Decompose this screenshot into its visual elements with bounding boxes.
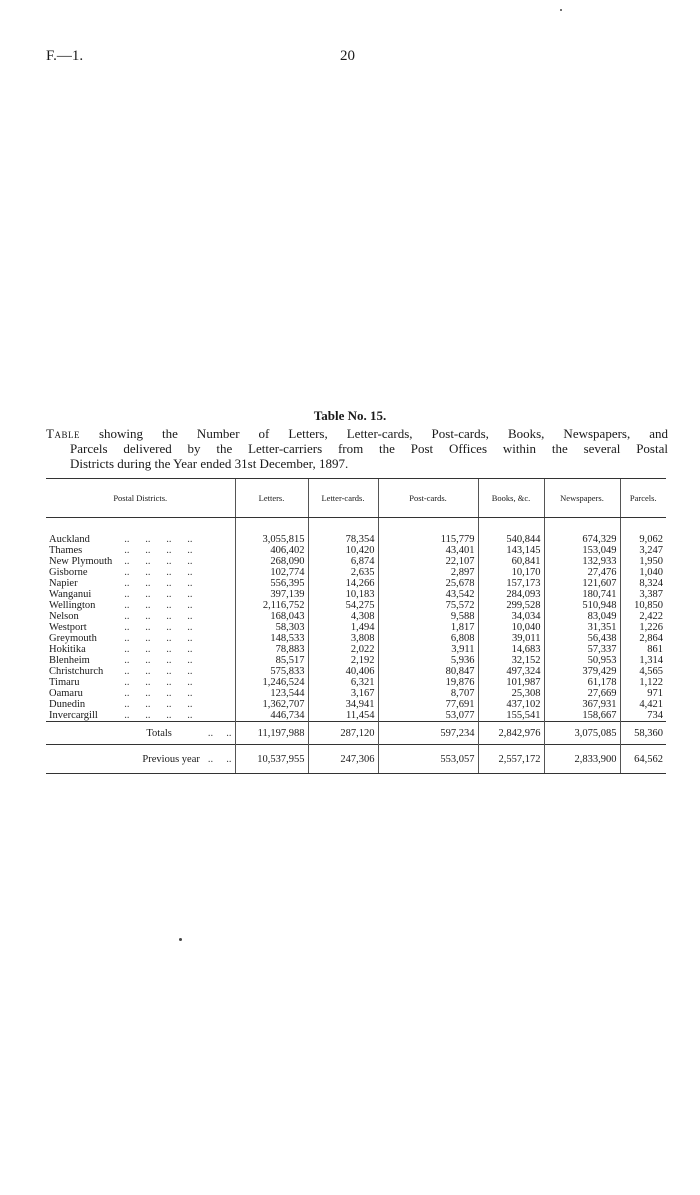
cell-parcels: 9,062	[620, 534, 666, 545]
cell-letters: 3,055,815	[235, 534, 308, 545]
previous-year-books: 2,557,172	[478, 745, 544, 774]
cell-books: 10,170	[478, 567, 544, 578]
district-name: Invercargill .. .. .. ..	[49, 710, 193, 721]
totals-row	[46, 722, 666, 745]
cell-letters: 85,517	[235, 655, 308, 666]
column-header: Books, &c.	[478, 479, 544, 518]
paper-speck	[560, 9, 562, 11]
previous-year-newspapers: 2,833,900	[544, 745, 620, 774]
district-name: Auckland .. .. .. ..	[49, 534, 193, 545]
district-name: Nelson .. .. .. ..	[49, 611, 193, 622]
totals-newspapers: 3,075,085	[544, 722, 620, 745]
cell-letter-cards: 78,354	[308, 534, 378, 545]
column-header: Letters.	[235, 479, 308, 518]
cell-books: 14,683	[478, 644, 544, 655]
district-name: Greymouth .. .. .. ..	[49, 633, 193, 644]
cell-post-cards: 75,572	[378, 600, 478, 611]
table-row	[46, 699, 666, 710]
cell-letter-cards: 3,167	[308, 688, 378, 699]
cell-letter-cards: 6,874	[308, 556, 378, 567]
cell-newspapers: 367,931	[544, 699, 620, 710]
totals-parcels: 58,360	[620, 722, 666, 745]
district-name: Wanganui .. .. .. ..	[49, 589, 193, 600]
cell-newspapers: 27,669	[544, 688, 620, 699]
table-row	[46, 611, 666, 622]
cell-books: 155,541	[478, 710, 544, 722]
table-row	[46, 655, 666, 666]
column-header: Newspapers.	[544, 479, 620, 518]
table-row	[46, 677, 666, 688]
cell-post-cards: 19,876	[378, 677, 478, 688]
cell-letter-cards: 40,406	[308, 666, 378, 677]
caption-line-3: Districts during the Year ended 31st December, 1897.	[70, 456, 349, 471]
column-header: Letter-cards.	[308, 479, 378, 518]
cell-letters: 556,395	[235, 578, 308, 589]
column-header: Post-cards.	[378, 479, 478, 518]
table-row	[46, 666, 666, 677]
cell-letters: 58,303	[235, 622, 308, 633]
paper-speck	[179, 938, 182, 941]
cell-letter-cards: 2,022	[308, 644, 378, 655]
cell-newspapers: 153,049	[544, 545, 620, 556]
cell-books: 34,034	[478, 611, 544, 622]
cell-books: 143,145	[478, 545, 544, 556]
cell-parcels: 3,247	[620, 545, 666, 556]
cell-newspapers: 31,351	[544, 622, 620, 633]
table-row	[46, 545, 666, 556]
cell-books: 39,011	[478, 633, 544, 644]
district-name: Thames .. .. .. ..	[49, 545, 193, 556]
district-name: Oamaru .. .. .. ..	[49, 688, 193, 699]
previous-year-letters: 10,537,955	[235, 745, 308, 774]
cell-letters: 446,734	[235, 710, 308, 722]
totals-letters: 11,197,988	[235, 722, 308, 745]
cell-post-cards: 25,678	[378, 578, 478, 589]
cell-books: 284,093	[478, 589, 544, 600]
cell-newspapers: 27,476	[544, 567, 620, 578]
caption-line-1: showing the Number of Letters, Letter-cards, Post-cards, Books, Newspapers, and	[98, 426, 669, 441]
spacer-row	[46, 518, 666, 535]
cell-newspapers: 61,178	[544, 677, 620, 688]
cell-letter-cards: 10,183	[308, 589, 378, 600]
cell-post-cards: 3,911	[378, 644, 478, 655]
cell-books: 437,102	[478, 699, 544, 710]
cell-books: 101,987	[478, 677, 544, 688]
cell-newspapers: 158,667	[544, 710, 620, 722]
cell-letter-cards: 3,808	[308, 633, 378, 644]
cell-parcels: 861	[620, 644, 666, 655]
cell-post-cards: 5,936	[378, 655, 478, 666]
cell-letters: 1,246,524	[235, 677, 308, 688]
cell-letter-cards: 2,192	[308, 655, 378, 666]
cell-parcels: 1,122	[620, 677, 666, 688]
district-name: Napier .. .. .. ..	[49, 578, 193, 589]
cell-letters: 406,402	[235, 545, 308, 556]
district-name: Blenheim .. .. .. ..	[49, 655, 193, 666]
column-header: Parcels.	[620, 479, 666, 518]
caption-lead: Table	[46, 426, 80, 441]
totals-letter-cards: 287,120	[308, 722, 378, 745]
table-row	[46, 589, 666, 600]
cell-parcels: 2,422	[620, 611, 666, 622]
cell-parcels: 1,950	[620, 556, 666, 567]
cell-newspapers: 57,337	[544, 644, 620, 655]
previous-year-label: Previous year .. ..	[46, 745, 235, 774]
table-row	[46, 710, 666, 722]
cell-letters: 78,883	[235, 644, 308, 655]
table-row	[46, 534, 666, 545]
totals-post-cards: 597,234	[378, 722, 478, 745]
cell-post-cards: 115,779	[378, 534, 478, 545]
cell-books: 497,324	[478, 666, 544, 677]
cell-post-cards: 53,077	[378, 710, 478, 722]
cell-newspapers: 121,607	[544, 578, 620, 589]
cell-letters: 168,043	[235, 611, 308, 622]
cell-letter-cards: 14,266	[308, 578, 378, 589]
cell-newspapers: 379,429	[544, 666, 620, 677]
table-row	[46, 622, 666, 633]
cell-letter-cards: 54,275	[308, 600, 378, 611]
cell-books: 32,152	[478, 655, 544, 666]
cell-post-cards: 43,542	[378, 589, 478, 600]
page-number: 20	[340, 48, 355, 64]
caption-line-2: Parcels delivered by the Letter-carriers from the Post Offices within the several Postal	[70, 441, 668, 456]
column-header: Postal Districts.	[46, 479, 235, 518]
cell-books: 60,841	[478, 556, 544, 567]
totals-books: 2,842,976	[478, 722, 544, 745]
cell-letter-cards: 1,494	[308, 622, 378, 633]
cell-letter-cards: 2,635	[308, 567, 378, 578]
cell-newspapers: 674,329	[544, 534, 620, 545]
district-name: Dunedin .. .. .. ..	[49, 699, 193, 710]
cell-post-cards: 6,808	[378, 633, 478, 644]
district-name: Hokitika .. .. .. ..	[49, 644, 193, 655]
page-reference: F.—1.	[46, 48, 84, 64]
cell-letter-cards: 6,321	[308, 677, 378, 688]
cell-parcels: 4,421	[620, 699, 666, 710]
cell-post-cards: 1,817	[378, 622, 478, 633]
cell-post-cards: 9,588	[378, 611, 478, 622]
cell-letters: 148,533	[235, 633, 308, 644]
district-name: Timaru .. .. .. ..	[49, 677, 193, 688]
cell-post-cards: 80,847	[378, 666, 478, 677]
cell-newspapers: 50,953	[544, 655, 620, 666]
cell-books: 540,844	[478, 534, 544, 545]
cell-parcels: 1,226	[620, 622, 666, 633]
table-row	[46, 567, 666, 578]
cell-post-cards: 43,401	[378, 545, 478, 556]
cell-letters: 2,116,752	[235, 600, 308, 611]
cell-letters: 575,833	[235, 666, 308, 677]
cell-books: 10,040	[478, 622, 544, 633]
cell-letters: 102,774	[235, 567, 308, 578]
district-name: Christchurch .. .. .. ..	[49, 666, 193, 677]
cell-post-cards: 2,897	[378, 567, 478, 578]
district-name: Westport .. .. .. ..	[49, 622, 193, 633]
cell-parcels: 1,314	[620, 655, 666, 666]
cell-parcels: 1,040	[620, 567, 666, 578]
cell-books: 157,173	[478, 578, 544, 589]
cell-letters: 268,090	[235, 556, 308, 567]
cell-post-cards: 8,707	[378, 688, 478, 699]
cell-letter-cards: 4,308	[308, 611, 378, 622]
table-header-row	[46, 479, 666, 518]
cell-books: 25,308	[478, 688, 544, 699]
table-row	[46, 644, 666, 655]
previous-year-post-cards: 553,057	[378, 745, 478, 774]
cell-post-cards: 77,691	[378, 699, 478, 710]
previous-year-parcels: 64,562	[620, 745, 666, 774]
cell-newspapers: 132,933	[544, 556, 620, 567]
cell-newspapers: 510,948	[544, 600, 620, 611]
district-name: New Plymouth .. .. .. ..	[49, 556, 193, 567]
table-row	[46, 578, 666, 589]
cell-letter-cards: 34,941	[308, 699, 378, 710]
cell-letters: 123,544	[235, 688, 308, 699]
cell-parcels: 4,565	[620, 666, 666, 677]
cell-parcels: 10,850	[620, 600, 666, 611]
table-row	[46, 600, 666, 611]
cell-letters: 397,139	[235, 589, 308, 600]
district-name: Gisborne .. .. .. ..	[49, 567, 193, 578]
table-title: Table No. 15.	[313, 408, 387, 423]
cell-post-cards: 22,107	[378, 556, 478, 567]
district-name: Wellington .. .. .. ..	[49, 600, 193, 611]
totals-label: Totals .. ..	[46, 722, 235, 745]
table-row	[46, 556, 666, 567]
cell-newspapers: 56,438	[544, 633, 620, 644]
postal-districts-table	[46, 478, 666, 774]
cell-parcels: 971	[620, 688, 666, 699]
cell-parcels: 8,324	[620, 578, 666, 589]
previous-year-letter-cards: 247,306	[308, 745, 378, 774]
cell-letter-cards: 10,420	[308, 545, 378, 556]
table-row	[46, 633, 666, 644]
cell-newspapers: 180,741	[544, 589, 620, 600]
table-row	[46, 688, 666, 699]
cell-parcels: 3,387	[620, 589, 666, 600]
cell-newspapers: 83,049	[544, 611, 620, 622]
table-caption	[46, 426, 668, 471]
cell-parcels: 2,864	[620, 633, 666, 644]
previous-year-row	[46, 745, 666, 774]
cell-letter-cards: 11,454	[308, 710, 378, 722]
cell-books: 299,528	[478, 600, 544, 611]
cell-letters: 1,362,707	[235, 699, 308, 710]
cell-parcels: 734	[620, 710, 666, 722]
